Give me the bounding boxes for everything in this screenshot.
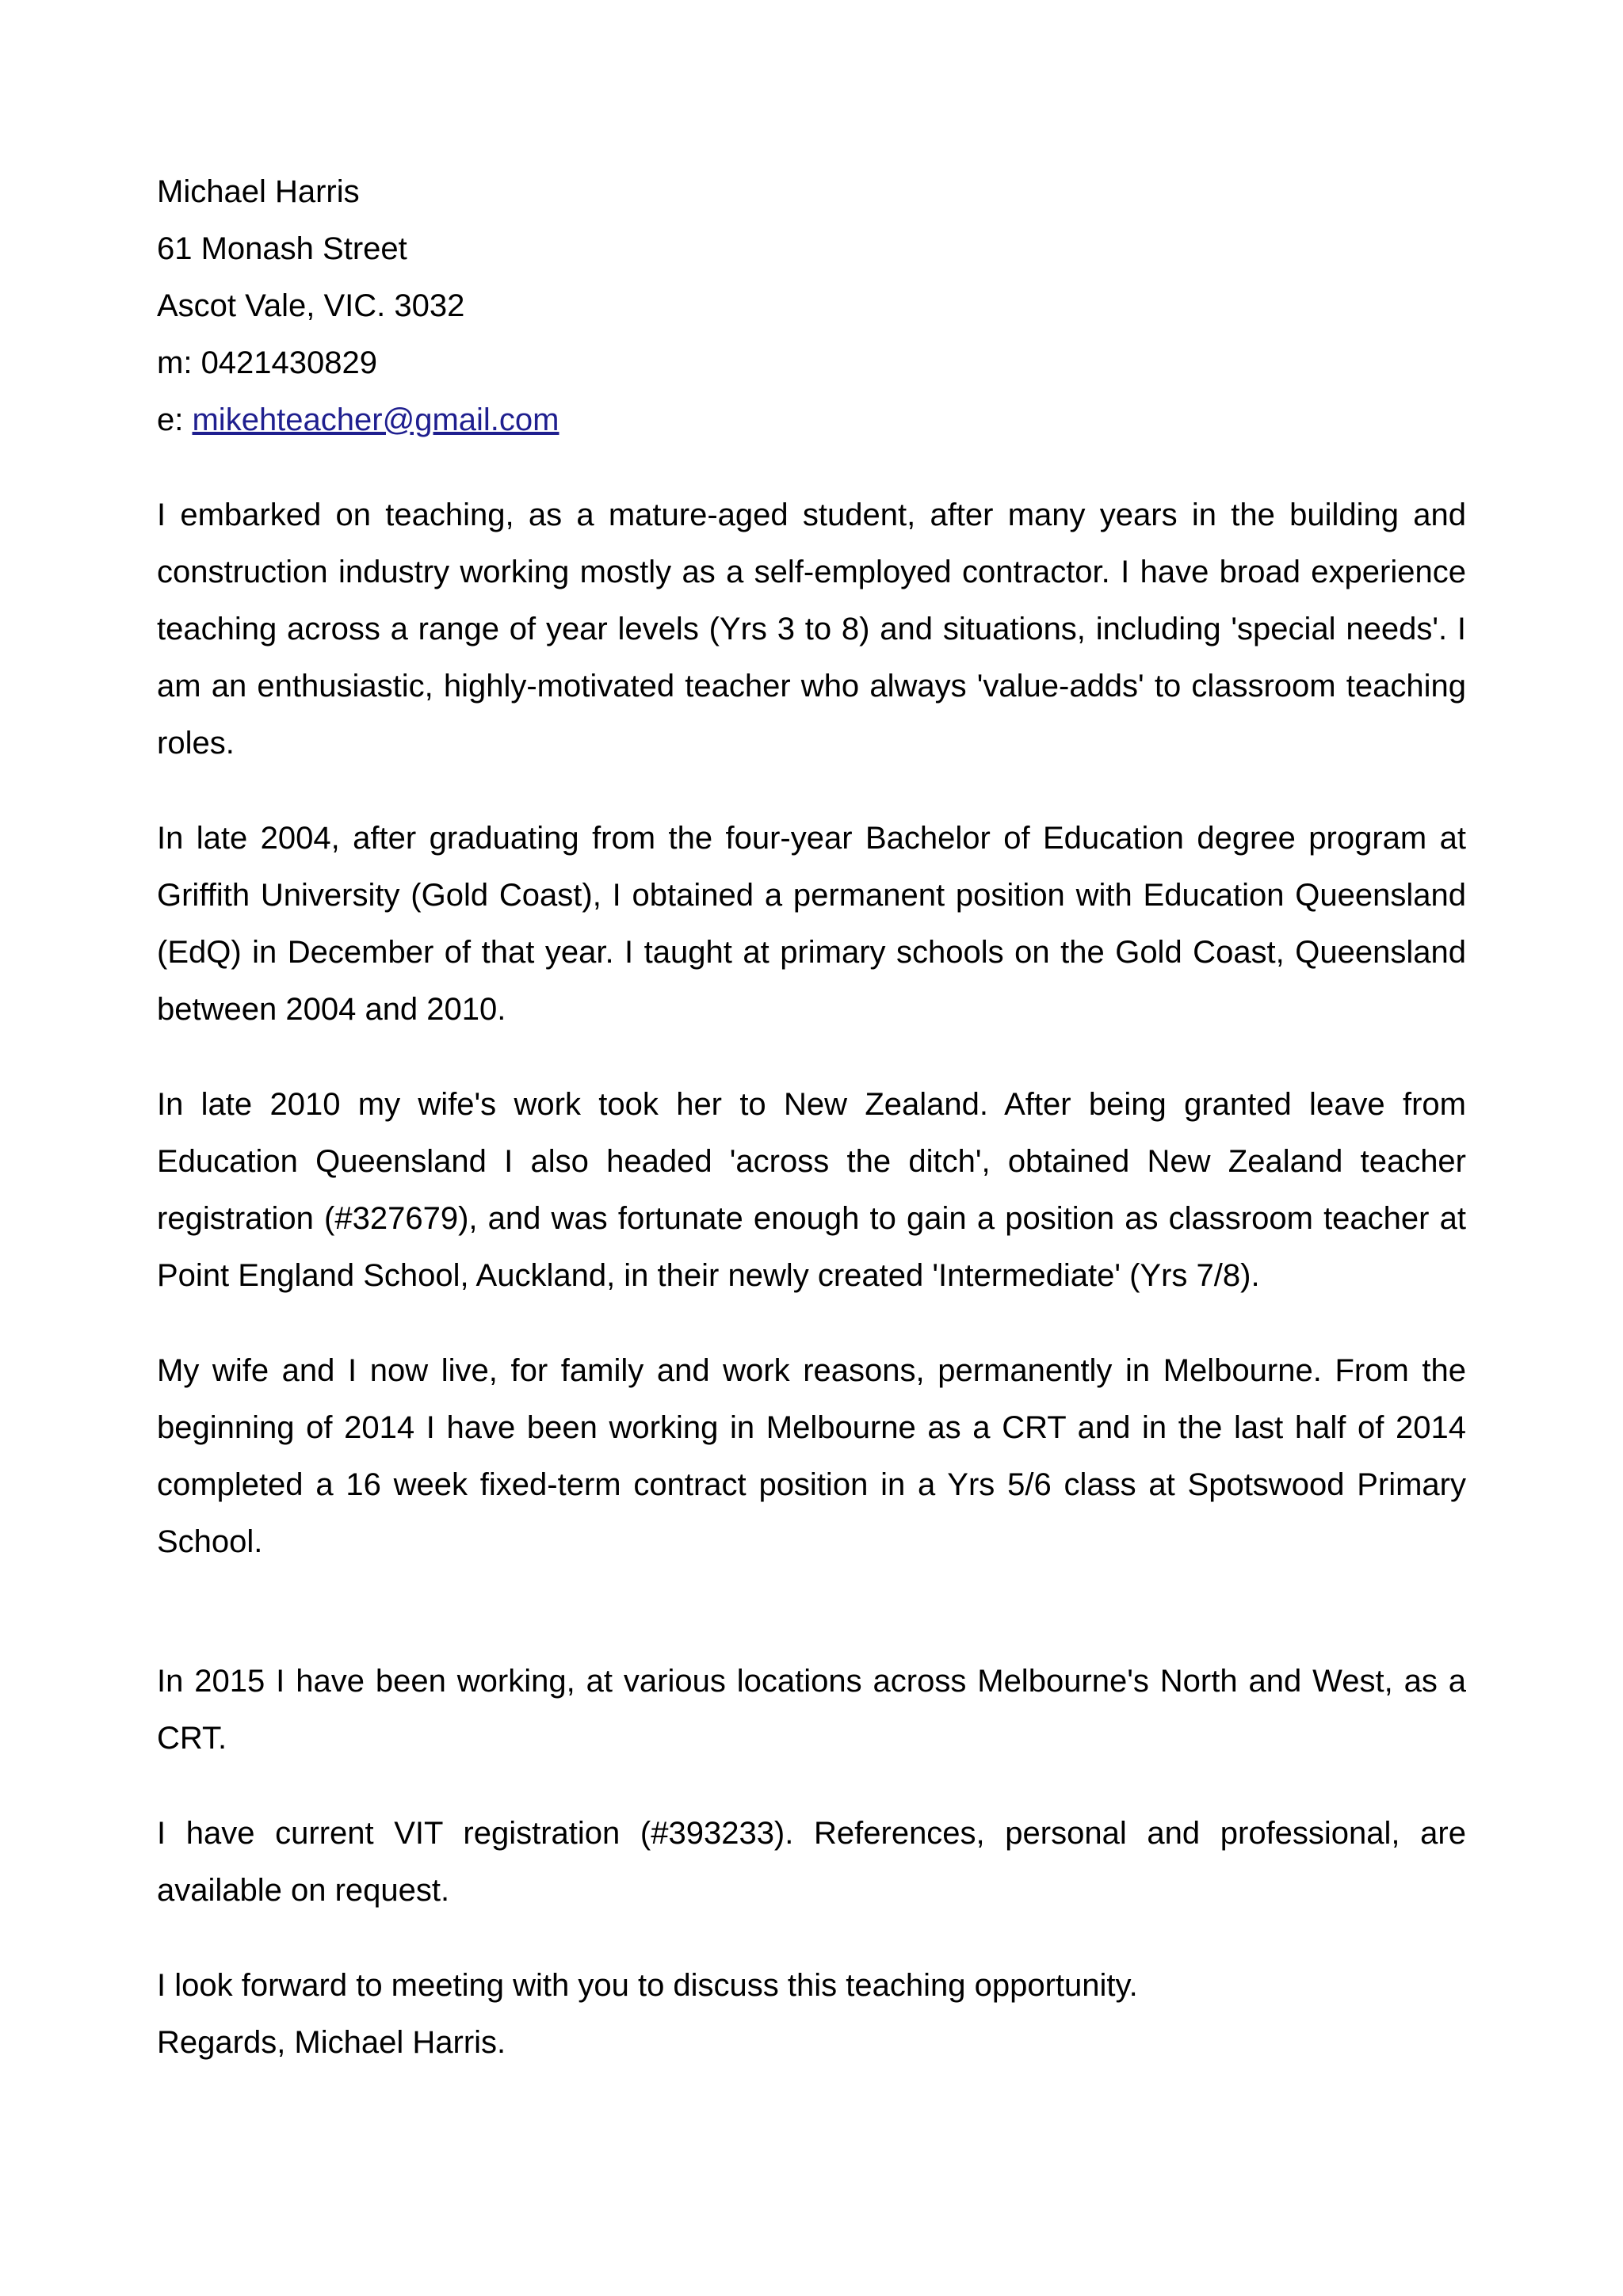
paragraph-melbourne: My wife and I now live, for family and work reasons, permanently in Melbourne. From the beginning of 2014 I have been working in Melbourne as a CRT and in the last half of 2014 completed a 16 week fixed-term contract position in a Yrs 5/6 class at Spotswood Primary School. <box>157 1353 1466 1559</box>
paragraph-new-zealand: In late 2010 my wife's work took her to New Zealand. After being granted leave from Education Queensland I also headed 'across the ditch', obtained New Zealand teacher registration (#327679), and was fortunate enough to gain a position as classroom teacher at Point England School, Auckland, in their newly created 'Intermediate' (Yrs 7/8). <box>157 1087 1466 1293</box>
sender-address-block <box>157 163 1466 448</box>
sender-name: Michael Harris <box>157 174 360 209</box>
spacer <box>157 448 1466 486</box>
paragraph-intro: I embarked on teaching, as a mature-aged student, after many years in the building and construction industry working mostly as a self-employed contractor. I have broad experience teaching across a range of year levels (Yrs 3 to 8) and situations, including 'special needs'. I am an enthusiastic, highly-motivated teacher who always 'value-adds' to classroom teaching roles. <box>157 498 1466 761</box>
paragraph-education: In late 2004, after graduating from the four-year Bachelor of Education degree program at Griffith University (Gold Coast), I obtained a permanent position with Education Queensland (EdQ) in December of that year. I taught at primary schools on the Gold Coast, Queensland between 2004 and 2010. <box>157 821 1466 1027</box>
sender-street: 61 Monash Street <box>157 231 407 266</box>
mobile-number: 0421430829 <box>200 345 378 380</box>
signoff-line: Regards, Michael Harris. <box>157 2025 506 2060</box>
spacer <box>157 1570 1466 1653</box>
sender-suburb: Ascot Vale, VIC. 3032 <box>157 288 465 323</box>
spacer <box>157 1919 1466 1957</box>
paragraph-registration: I have current VIT registration (#393233). References, personal and professional, are available on request. <box>157 1816 1466 1908</box>
spacer <box>157 1038 1466 1076</box>
sender-email-line <box>157 391 1466 448</box>
spacer <box>157 1767 1466 1805</box>
email-label: e: <box>157 402 184 437</box>
sender-mobile-line <box>157 334 1466 391</box>
spacer <box>157 772 1466 810</box>
paragraph-crt-2015: In 2015 I have been working, at various locations across Melbourne's North and West, as a CRT. <box>157 1664 1466 1756</box>
letter-page <box>157 163 1466 2071</box>
mobile-label: m: <box>157 345 193 380</box>
closing-line: I look forward to meeting with you to discuss this teaching opportunity. <box>157 1968 1138 2003</box>
email-link[interactable]: mikehteacher@gmail.com <box>192 402 559 437</box>
spacer <box>157 1304 1466 1342</box>
closing-block <box>157 1957 1466 2071</box>
